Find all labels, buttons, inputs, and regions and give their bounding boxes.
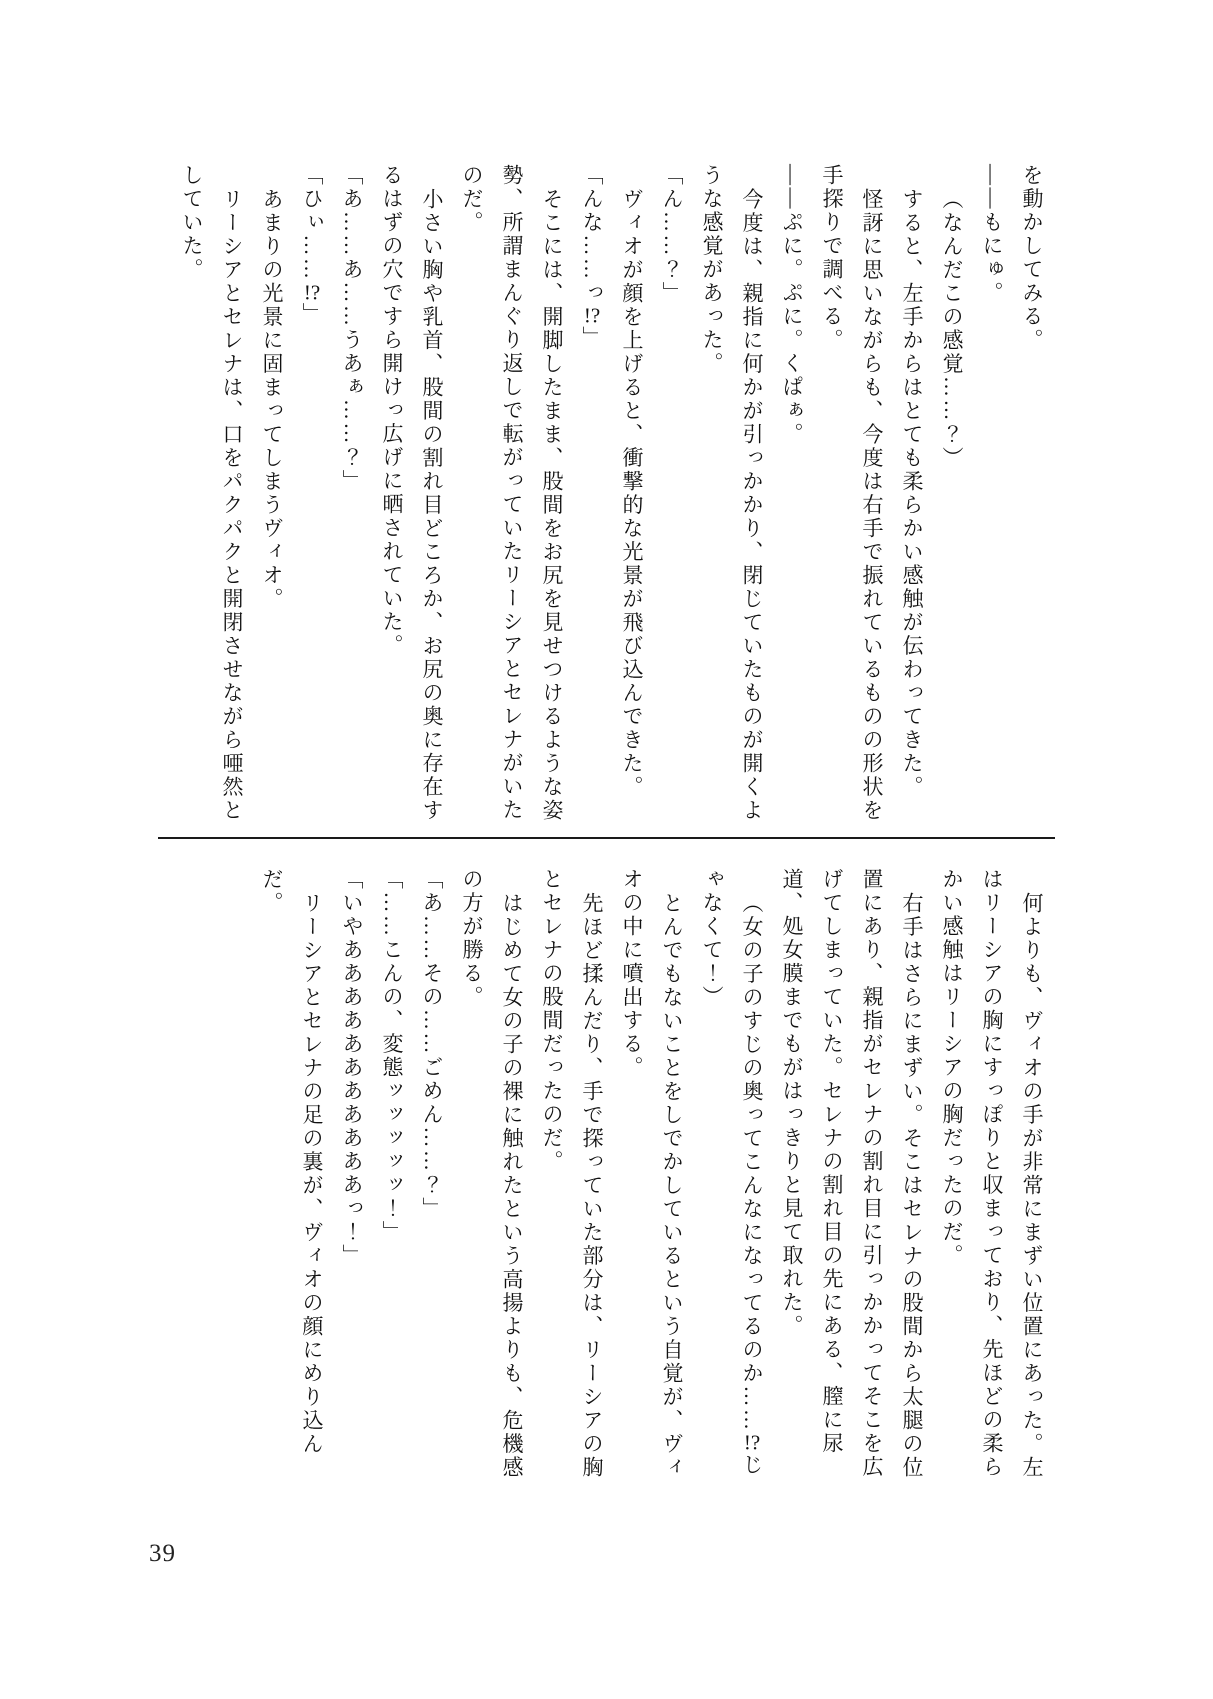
- tatechuyoko-exclamation-question: !?: [303, 281, 321, 303]
- paragraph: はじめて女の子の裸に触れたという高揚よりも、危機感の方が勝る。: [460, 868, 524, 1479]
- paragraph: 先ほど揉んだり、手で探っていた部分は、リーシアの胸とセレナの股間だったのだ。: [540, 868, 604, 1479]
- paragraph: を動かしてみる。: [1020, 164, 1044, 352]
- paragraph: 「んな……っ!?」: [580, 164, 604, 350]
- section-divider-rule: [158, 837, 1055, 839]
- top-text-block: [172, 164, 1052, 822]
- paragraph: （なんだこの感覚……？）: [940, 187, 964, 470]
- paragraph: とんでもないことをしでかしているという自覚が、ヴィオの中に噴出する。: [620, 868, 684, 1479]
- paragraph: 今度は、親指に何かが引っかかり、閉じていたものが開くような感覚があった。: [700, 164, 764, 822]
- paragraph: ――もにゅ。: [980, 164, 1004, 305]
- paragraph: 「ひぃ……!?」: [300, 164, 324, 326]
- paragraph: リーシアとセレナは、口をパクパクと開閉させながら唖然としていた。: [180, 164, 244, 822]
- paragraph: 右手はさらにまずい。そこはセレナの股間から太腿の位置にあり、親指がセレナの割れ目に引っかかってそこを広げてしまっていた。セレナの割れ目の先にある、膣に尿道、処女膜までもがはっきりと見て取れた。: [780, 868, 924, 1479]
- paragraph: 怪訝に思いながらも、今度は右手で振れているものの形状を手探りで調べる。: [820, 164, 884, 822]
- paragraph: 「いやあああああああああああっ！」: [340, 868, 364, 1268]
- paragraph: そこには、開脚したまま、股間をお尻を見せつけるような姿勢、所謂まんぐり返しで転がっていたリーシアとセレナがいたのだ。: [460, 164, 564, 822]
- page-number: 39: [149, 1540, 176, 1567]
- paragraph: ――ぷに。ぷに。くぱぁ。: [780, 164, 804, 446]
- paragraph: 「あ……その……ごめん……？」: [420, 868, 444, 1221]
- paragraph: 「……こんの、変態ッッッッッ！」: [380, 868, 404, 1244]
- paragraph: あまりの光景に固まってしまうヴィオ。: [260, 187, 284, 611]
- tatechuyoko-exclamation-question: !?: [743, 1432, 761, 1453]
- paragraph: 「ん……？」: [660, 164, 684, 305]
- paragraph: 小さい胸や乳首、股間の割れ目どころか、お尻の奥に存在するはずの穴ですら開けっ広げに晒されていた。: [380, 164, 444, 822]
- paragraph: 何よりも、ヴィオの手が非常にまずい位置にあった。左はリーシアの胸にすっぽりと収まっており、先ほどの柔らかい感触はリーシアの胸だったのだ。: [940, 868, 1044, 1479]
- paragraph: （女の子のすじの奥ってこんなになってるのか……!?じゃなくて！）: [700, 868, 764, 1477]
- paragraph: リーシアとセレナの足の裏が、ヴィオの顔にめり込んだ。: [260, 868, 324, 1456]
- tatechuyoko-exclamation-question: !?: [583, 305, 601, 326]
- bottom-text-block: [252, 868, 1052, 1490]
- paragraph: 「あ……あ……うあぁ……？」: [340, 164, 364, 493]
- paragraph: すると、左手からはとても柔らかい感触が伝わってきた。: [900, 187, 924, 799]
- paragraph: ヴィオが顔を上げると、衝撃的な光景が飛び込んできた。: [620, 187, 644, 799]
